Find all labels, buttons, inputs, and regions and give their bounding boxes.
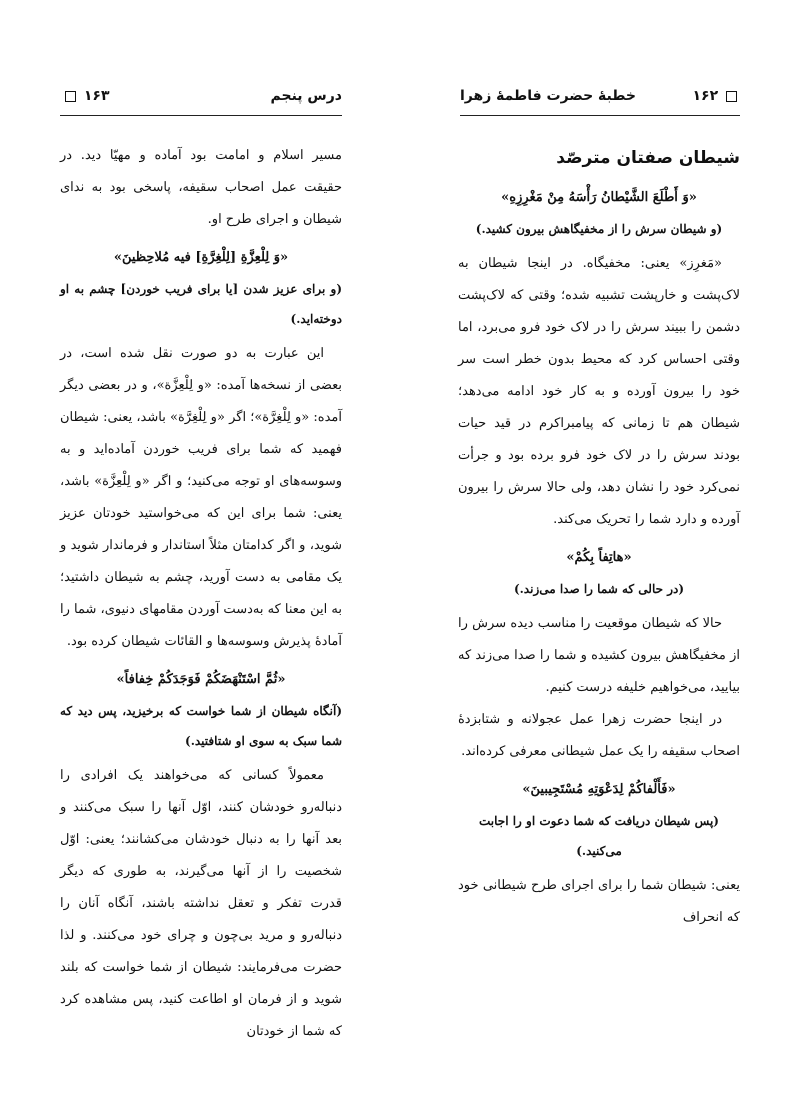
- right-page-number-group: [692, 88, 740, 104]
- body-paragraph: این عبارت به دو صورت نقل شده است، در بعضی از نسخه‌ها آمده: «و لِلْعِزَّة»، و در بعضی دیگر آمده: «و لِلْغِرَّة»؛ اگر «و لِلْغِرَّة» باشد، یعنی: شیطان فهمید که شما برای فریب خوردن آماده‌اید و به وسوسه‌های او توجه می‌کنید؛ و اگر «و لِلْعِزَّة» باشد، یعنی: شما برای این که می‌خواستید خودتان عزیز شوید، و اگر کدامتان مثلاً استاندار و فرماندار شوید و یک مقامی به دست آورید، چشم به شیطان داشتید؛ به این معنا که به‌دست آوردن مقامهای دنیوی، شما را آمادهٔ پذیرش وسوسه‌ها و القائات شیطان کرده بود.: [60, 346, 342, 649]
- body-paragraph: معمولاً کسانی که می‌خواهند یک افرادی را دنباله‌رو خودشان کنند، اوّل آنها را سبک می‌کنند و بعد آنها را به دنبال خودشان می‌کشانند؛ یعنی: اوّل شخصیت را از آنها می‌گیرند، به طوری که دیگر قدرت تفکر و تعقل نداشته باشند، آنگاه آنان را دنباله‌رو و مرید بی‌چون و چرای خود می‌کنند. و لذا حضرت می‌فرمایند: شیطان از شما خواست که بلند شوید و از فرمان او اطاعت کنید، پس مشاهده کرد که شما از خودتان: [60, 768, 342, 1039]
- body-paragraph: حالا که شیطان موقعیت را مناسب دیده سرش را از مخفیگاهش بیرون کشیده و شما را صدا می‌زند که بیایید، می‌خواهیم خلیفه درست کنیم.: [458, 616, 740, 695]
- right-running-title: خطبهٔ حضرت فاطمهٔ زهرا: [460, 88, 636, 104]
- left-page-header: [0, 88, 400, 110]
- left-header-rule: [60, 115, 342, 116]
- page-marker-box-icon: [65, 91, 76, 102]
- arabic-quote: «فَأَلْفاکُمْ لِدَعْوَتِهِ مُسْتَجِیبینَ»: [522, 782, 676, 797]
- arabic-quote: «وَ أَطْلَعَ الشَّیْطانُ رَأْسَهُ مِنْ مَغْرِزِهِ»: [501, 190, 697, 205]
- body-paragraph: «مَغرِز» یعنی: مخفیگاه. در اینجا شیطان به لاک‌پشت و خارپشت تشبیه شده؛ وقتی که لاک‌پشت دشمن را ببیند سرش را در لاک خود فرو می‌برد، اما وقتی احساس کرد که محیط بدون خطر است سر خود را بیرون آورده و به کار خود ادامه می‌دهد؛ شیطان هم تا زمانی که پیامبراکرم در قید حیات بودند سرش را در لاک خود فرو برده بود و جرأت نمی‌کرد خود را نشان دهد، ولی حالا سرش را بیرون آورده و دارد شما را تحریک می‌کند.: [458, 256, 740, 527]
- quote-translation: (و برای عزیز شدن [یا برای فریب خوردن] چشم به او دوخته‌اید.): [60, 282, 342, 326]
- right-page: [400, 0, 800, 1100]
- section-title: شیطان صفتان مترصّد: [556, 148, 740, 168]
- arabic-quote: «هاتِفاً بِکُمْ»: [566, 550, 632, 565]
- right-page-header: [400, 88, 800, 110]
- quote-translation: (و شیطان سرش را از مخفیگاهش بیرون کشید.): [475, 222, 723, 236]
- arabic-quote: «ثُمَّ اسْتَنْهَضَکُمْ فَوَجَدَکُمْ خِفافاً»: [116, 672, 286, 687]
- right-text-column: [458, 140, 740, 934]
- quote-translation: (آنگاه شیطان از شما خواست که برخیزید، پس دید که شما سبک به سوی او شتافتید.): [60, 704, 342, 748]
- right-header-rule: [460, 115, 740, 116]
- right-page-number: ۱۶۲: [692, 88, 719, 104]
- arabic-quote: «وَ لِلْعِزَّةِ [لِلْغِرَّةِ] فیه مُلاحِظینَ»: [113, 250, 289, 265]
- body-paragraph: مسیر اسلام و امامت بود آماده و مهیّا دید. در حقیقت عمل اصحاب سقیفه، پاسخی بود به ندای شیطان و اجرای طرح او.: [60, 148, 342, 227]
- quote-translation: (پس شیطان دریافت که شما دعوت او را اجابت می‌کنید.): [479, 814, 719, 858]
- left-page-number: ۱۶۳: [83, 88, 110, 104]
- page-marker-box-icon: [726, 91, 737, 102]
- left-running-title: درس پنجم: [270, 88, 342, 104]
- left-text-column: [60, 140, 342, 1048]
- left-page-number-group: [62, 88, 110, 104]
- quote-translation: (در حالی که شما را صدا می‌زند.): [513, 582, 685, 596]
- body-paragraph: یعنی: شیطان شما را برای اجرای طرح شیطانی خود که انحراف: [458, 878, 740, 925]
- body-paragraph: در اینجا حضرت زهرا عمل عجولانه و شتابزدهٔ اصحاب سقیفه را یک عمل شیطانی معرفی کرده‌اند.: [458, 712, 740, 759]
